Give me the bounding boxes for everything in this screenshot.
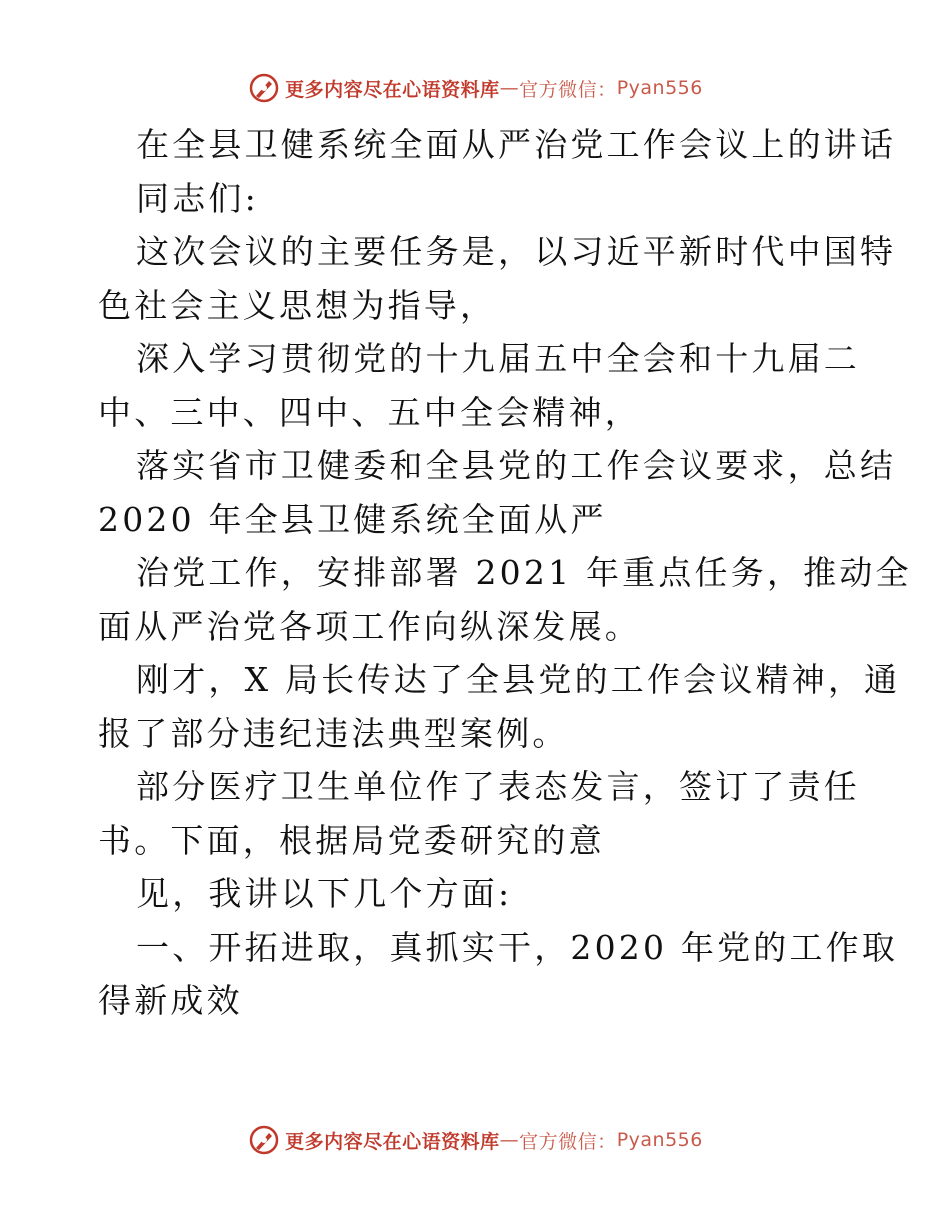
text-line: 落实省市卫健委和全县党的工作会议要求，总结 bbox=[136, 446, 897, 485]
watermark-main-text: 更多内容尽在心语资料库 bbox=[285, 1130, 500, 1153]
text-line: 治党工作，安排部署 2021 年重点任务，推动全 bbox=[136, 553, 912, 592]
text-line: 中、三中、四中、五中全会精神， bbox=[98, 392, 641, 432]
watermark-wechat-label: 官方微信： bbox=[519, 78, 617, 101]
watermark-main-text: 更多内容尽在心语资料库 bbox=[285, 78, 500, 101]
text-line: 刚才，X 局长传达了全县党的工作会议精神，通 bbox=[136, 660, 901, 699]
document-title: 在全县卫健系统全面从严治党工作会议上的讲话 bbox=[136, 125, 897, 164]
watermark-wechat-label: 官方微信： bbox=[519, 1130, 617, 1153]
pen-circle-logo-icon bbox=[247, 71, 281, 105]
salutation: 同志们: bbox=[136, 178, 259, 218]
watermark-wechat-id: Pyan556 bbox=[616, 77, 703, 99]
watermark-separator: — bbox=[499, 1129, 520, 1151]
text-line: 色社会主义思想为指导， bbox=[98, 285, 497, 325]
text-line: 报了部分违纪违法典型案例。 bbox=[98, 713, 569, 753]
header-watermark bbox=[0, 68, 950, 108]
watermark-wechat-id: Pyan556 bbox=[616, 1129, 703, 1151]
pen-circle-logo-icon bbox=[247, 1123, 281, 1157]
watermark-separator: — bbox=[499, 77, 520, 99]
text-line: 部分医疗卫生单位作了表态发言，签订了责任 bbox=[136, 767, 860, 806]
document-body bbox=[98, 118, 912, 1028]
text-line: 这次会议的主要任务是，以习近平新时代中国特 bbox=[136, 232, 897, 271]
text-line: 书。下面，根据局党委研究的意 bbox=[98, 820, 605, 860]
text-line: 深入学习贯彻党的十九届五中全会和十九届二 bbox=[136, 339, 860, 378]
footer-watermark bbox=[0, 1120, 950, 1160]
section-heading: 一、开拓进取，真抓实干，2020 年党的工作取 bbox=[136, 927, 899, 967]
text-line: 面从严治党各项工作向纵深发展。 bbox=[98, 606, 641, 646]
text-line: 2020 年全县卫健系统全面从严 bbox=[98, 499, 607, 539]
section-heading-cont: 得新成效 bbox=[98, 981, 243, 1020]
text-line: 见，我讲以下几个方面: bbox=[136, 874, 513, 913]
